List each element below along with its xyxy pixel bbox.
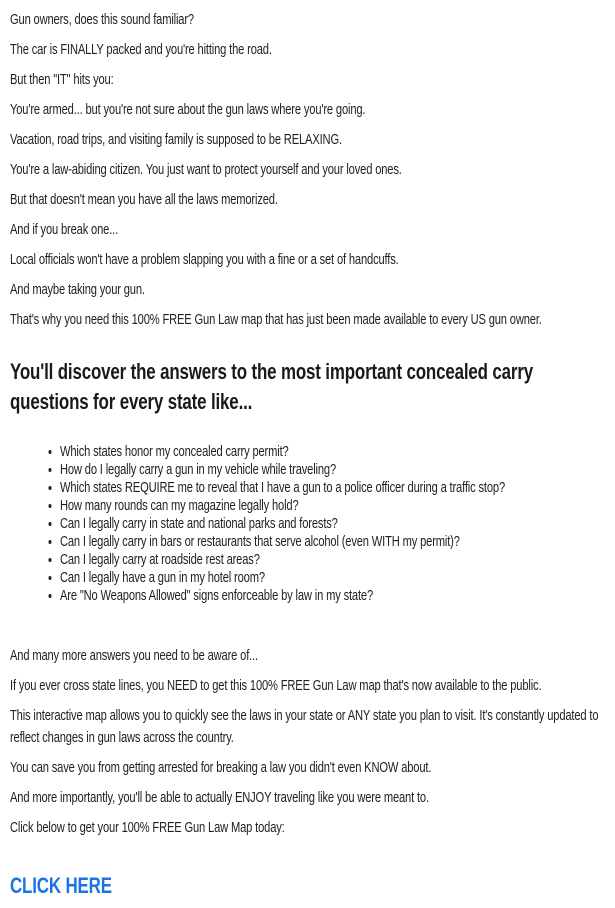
closing-paragraph: This interactive map allows you to quickly see the laws in your state or ANY state you plan to visit. It's constantly updated to reflect changes in gun laws across the country. bbox=[9, 708, 599, 746]
question-item: • Can I legally carry at roadside rest areas? bbox=[60, 551, 610, 569]
section-heading: You'll discover the answers to the most important concealed carry questions for every state like... bbox=[9, 359, 534, 414]
intro-paragraph: You're armed... but you're not sure about the gun laws where you're going. bbox=[9, 102, 366, 118]
closing-paragraph: And many more answers you need to be aware of... bbox=[9, 648, 258, 664]
cta-link[interactable]: CLICK HERE bbox=[9, 873, 112, 898]
questions-list bbox=[10, 443, 610, 605]
question-item: • Can I legally carry in state and national parks and forests? bbox=[60, 515, 610, 533]
question-item: • How do I legally carry a gun in my vehicle while traveling? bbox=[60, 461, 610, 479]
intro-paragraph: The car is FINALLY packed and you're hitting the road. bbox=[9, 42, 272, 58]
intro-paragraph: You're a law-abiding citizen. You just want to protect yourself and your loved ones. bbox=[9, 162, 402, 178]
intro-paragraph: That's why you need this 100% FREE Gun Law map that has just been made available to every US gun owner. bbox=[9, 312, 542, 328]
intro-paragraph: Gun owners, does this sound familiar? bbox=[9, 12, 194, 28]
question-item: • Which states REQUIRE me to reveal that I have a gun to a police officer during a traffic stop? bbox=[60, 479, 610, 497]
closing-paragraph: Click below to get your 100% FREE Gun Law Map today: bbox=[9, 820, 285, 836]
question-item: • Can I legally carry in bars or restaurants that serve alcohol (even WITH my permit)? bbox=[60, 533, 610, 551]
closing-paragraph: You can save you from getting arrested for breaking a law you didn't even KNOW about. bbox=[9, 760, 432, 776]
question-item: • Which states honor my concealed carry permit? bbox=[60, 443, 610, 461]
closing-section bbox=[10, 645, 610, 839]
question-item: • Can I legally have a gun in my hotel room? bbox=[60, 569, 610, 587]
intro-paragraph: But then "IT" hits you: bbox=[9, 72, 114, 88]
closing-paragraph: If you ever cross state lines, you NEED to get this 100% FREE Gun Law map that's now available to the public. bbox=[9, 678, 542, 694]
closing-paragraph: And more importantly, you'll be able to actually ENJOY traveling like you were meant to. bbox=[9, 790, 429, 806]
intro-paragraph: And if you break one... bbox=[9, 222, 119, 238]
question-item: • Are "No Weapons Allowed" signs enforceable by law in my state? bbox=[60, 587, 610, 605]
intro-paragraph: Local officials won't have a problem slapping you with a fine or a set of handcuffs. bbox=[9, 252, 399, 268]
intro-paragraph: But that doesn't mean you have all the laws memorized. bbox=[9, 192, 278, 208]
question-item: • How many rounds can my magazine legally hold? bbox=[60, 497, 610, 515]
intro-paragraph: Vacation, road trips, and visiting family is supposed to be RELAXING. bbox=[9, 132, 342, 148]
intro-paragraph: And maybe taking your gun. bbox=[9, 282, 145, 298]
